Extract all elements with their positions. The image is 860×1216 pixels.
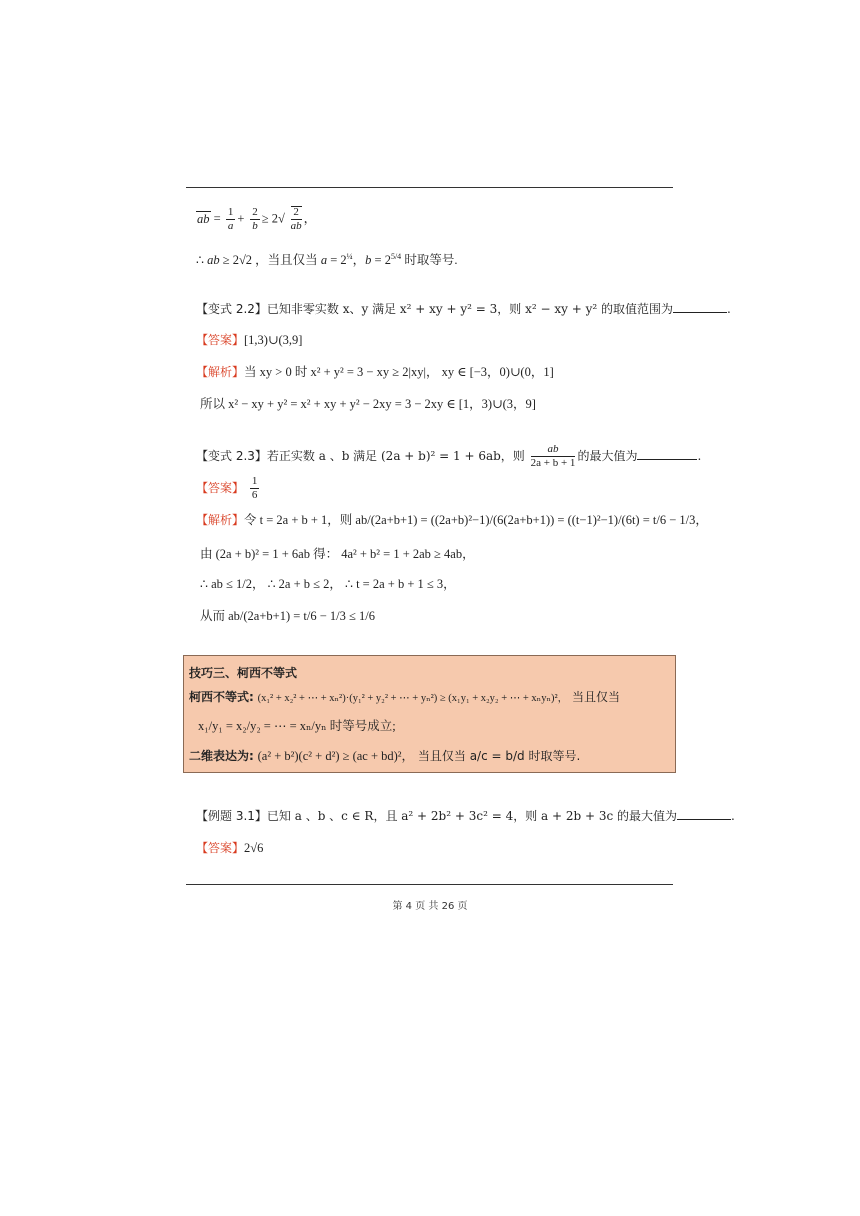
frac-num: ab: [531, 444, 576, 457]
analysis-text: 所以 x² − xy + y² = x² + xy + y² − 2xy = 3 − 2xy ∈ [1，3)∪(3，9]: [200, 397, 536, 411]
variant-2-2-analysis-2: [200, 398, 536, 411]
tip-box: [183, 655, 676, 773]
variant-2-3-tag: 【变式 2.3】: [196, 449, 267, 463]
two-dim-condition: 当且仅当 a/c = b/d 时取等号.: [417, 749, 581, 763]
tip-title: 技巧三、柯西不等式: [189, 666, 298, 680]
proof-line-2: ∴ ab ≥ 2√2 ，当且仅当 $a = 2^{\frac{1}{4}}$，$b = 2^{5/4}$ 时取等号.: [196, 252, 458, 268]
example-3-1-answer: [196, 842, 263, 855]
two-dim-label: 二维表达为:: [189, 749, 254, 763]
question-text: 若正实数 a 、b 满足 (2a + b)² = 1 + 6ab，则: [266, 449, 525, 463]
example-3-1-question: 【例题 3.1】已知 a 、b 、c ∈ R，且 a² + 2b² + 3c² = 4，则 a + 2b + 3c 的最大值为 .: [196, 809, 735, 823]
question-suffix: 的最大值为: [577, 449, 638, 463]
analysis-text: ∴ ab ≤ 1/2， ∴ 2a + b ≤ 2， ∴ t = 2a + b + 1 ≤ 3，: [200, 577, 456, 591]
proof-line-1: ab = $\frac{1}{a}$ + $\frac{2}{b}$ ≥ 2√ $\frac{2}{ab}$ ，: [197, 205, 317, 232]
answer-blank: [677, 819, 731, 820]
analysis-tag: 【解析】: [196, 365, 245, 379]
answer-blank: [673, 312, 727, 313]
page-footer: 第 4 页 共 26 页: [392, 901, 468, 912]
equality-row: [198, 716, 396, 734]
analysis-text: 由 (2a + b)² = 1 + 6ab 得： 4a² + b² = 1 + 2ab ≥ 4ab，: [200, 547, 475, 561]
question-text: 已知 a 、b 、c ∈ R，且 a² + 2b² + 3c² = 4，则 a + 2b + 3c 的最大值为: [266, 809, 678, 823]
analysis-text: 从而 ab/(2a+b+1) = t/6 − 1/3 ≤ 1/6: [200, 609, 375, 623]
two-dim-formula: (a² + b²)(c² + d²) ≥ (ac + bd)²，: [257, 749, 415, 763]
cauchy-row: [189, 688, 620, 705]
answer-tag: 【答案】: [196, 481, 245, 495]
variant-2-2-analysis-1: [196, 366, 554, 379]
two-dim-row: [189, 746, 580, 764]
equality-condition: x₁/y₁ = x₂/y₂ = ⋯ = xₙ/yₙ 时等号成立;: [198, 719, 396, 733]
cauchy-label: 柯西不等式:: [189, 690, 254, 704]
answer-tag: 【答案】: [196, 841, 245, 855]
variant-2-2-text: 已知非零实数 x、y 满足 x² + xy + y² = 3，则 x² − xy + y² 的取值范围为: [266, 302, 674, 316]
answer-blank: [637, 459, 697, 460]
variant-2-3-answer: [196, 476, 261, 501]
cauchy-formula: (x₁² + x₂² + ⋯ + xₙ²)·(y₁² + y₂² + ⋯ + yₙ²) ≥ (x₁y₁ + x₂y₂ + ⋯ + xₙyₙ)²，: [257, 693, 569, 704]
frac-den: 6: [251, 489, 258, 501]
header-rule: [186, 187, 673, 188]
footer-rule: [186, 884, 673, 885]
variant-2-2-answer: [196, 334, 302, 347]
answer-value: 2√6: [244, 841, 264, 855]
analysis-tag: 【解析】: [196, 513, 245, 527]
example-3-1-tag: 【例题 3.1】: [196, 809, 267, 823]
variant-2-2-question: 【变式 2.2】已知非零实数 x、y 满足 x² + xy + y² = 3，则 x² − xy + y² 的取值范围为 .: [196, 302, 731, 316]
analysis-text: 令 t = 2a + b + 1，则 ab/(2a+b+1) = ((2a+b)²−1)/(6(2a+b+1)) = ((t−1)²−1)/(6t) = t/6 − 1/3，: [244, 513, 708, 527]
answer-value: [1,3)∪(3,9]: [244, 333, 303, 347]
analysis-text: 当 xy > 0 时 x² + y² = 3 − xy ≥ 2|xy|， xy ∈ [−3，0)∪(0，1]: [244, 365, 554, 379]
frac-den: 2a + b + 1: [530, 457, 576, 469]
variant-2-3-analysis-3: [200, 578, 456, 591]
variant-2-3-analysis-4: [200, 610, 375, 623]
cauchy-condition: 当且仅当: [572, 690, 621, 704]
variant-2-3-analysis-1: [196, 514, 708, 527]
variant-2-3-analysis-2: [200, 548, 475, 561]
variant-2-2-tag: 【变式 2.2】: [196, 302, 267, 316]
variant-2-3-question: 【变式 2.3】若正实数 a 、b 满足 (2a + b)² = 1 + 6ab，则 $\frac{ab}{2a + b + 1}$ 的最大值为 .: [196, 443, 702, 469]
frac-num: 1: [251, 475, 258, 487]
answer-tag: 【答案】: [196, 333, 245, 347]
